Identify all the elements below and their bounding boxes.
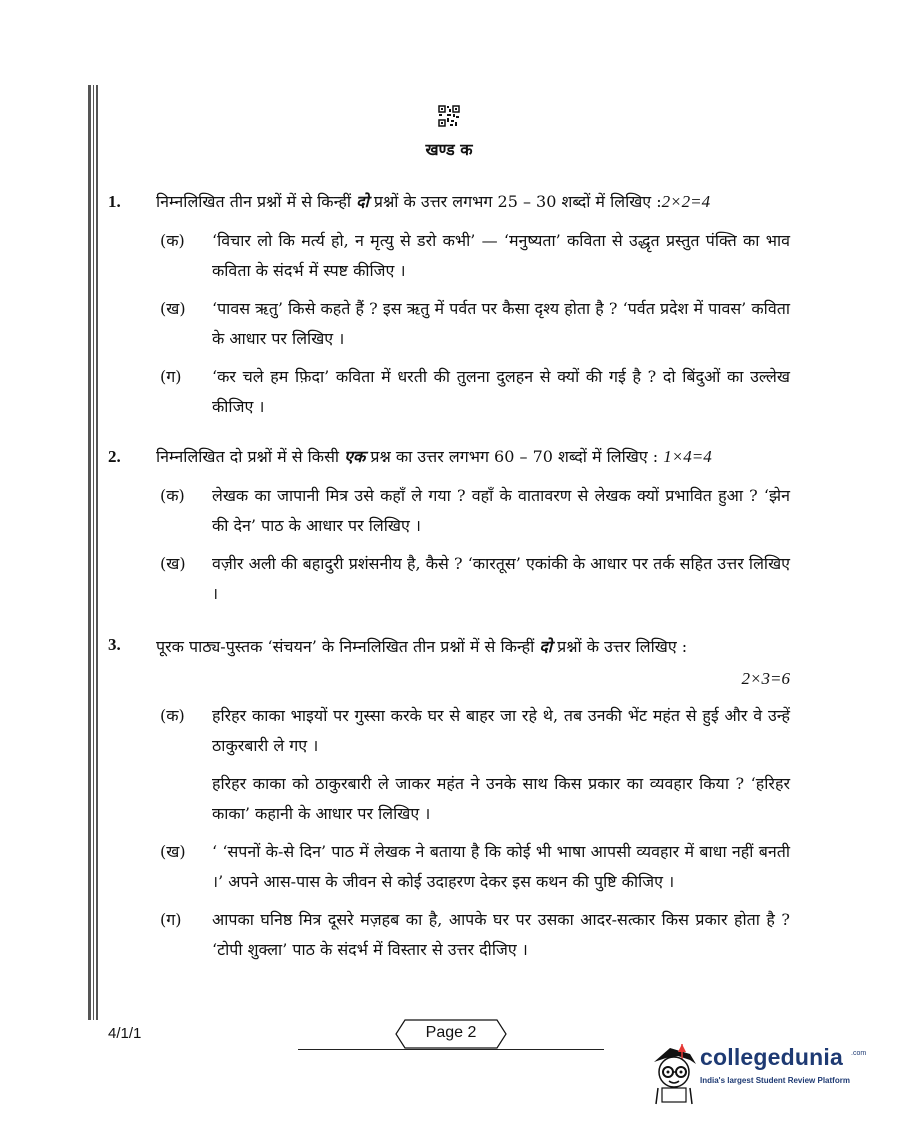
- sub-label: (क): [160, 706, 185, 725]
- question-number: 2.: [108, 447, 121, 466]
- sub-label: (ख): [160, 842, 186, 861]
- sub-text-continued: हरिहर काका को ठाकुरबारी ले जाकर महंत ने उनके साथ किस प्रकार का व्यवहार किया ? ‘हरिहर काका’ कहानी के आधार पर लिखिए ।: [212, 774, 790, 823]
- sub-label: (ग): [160, 910, 182, 929]
- sub-text: लेखक का जापानी मित्र उसे कहाँ ले गया ? वहाँ के वातावरण से लेखक क्यों प्रभावित हुआ ? ‘झेन की देन’ पाठ के आधार पर लिखिए ।: [212, 486, 790, 535]
- sub-question: [108, 905, 790, 965]
- question-1: [108, 188, 790, 422]
- sub-label: (क): [160, 486, 185, 505]
- question-text: निम्नलिखित दो प्रश्नों में से किसी एक प्रश्न का उत्तर लगभग 60 – 70 शब्दों में लिखिए : 1×4=4: [156, 447, 712, 466]
- sub-text: वज़ीर अली की बहादुरी प्रशंसनीय है, कैसे ? ‘कारतूस’ एकांकी के आधार पर तर्क सहित उत्तर लिखिए ।: [212, 554, 790, 603]
- section-title: खण्ड क: [425, 140, 473, 159]
- sub-question: [108, 549, 790, 609]
- footer-rule: [298, 1049, 604, 1050]
- sub-text: ‘पावस ऋतु’ किसे कहते हैं ? इस ऋतु में पर्वत पर कैसा दृश्य होता है ? ‘पर्वत प्रदेश में पावस’ कविता के आधार पर लिखिए ।: [212, 299, 790, 348]
- sub-label: (क): [160, 231, 185, 250]
- marks: 1×4=4: [663, 447, 712, 466]
- logo-domain: .com: [851, 1050, 867, 1057]
- sub-text: ‘कर चले हम फ़िदा’ कविता में धरती की तुलना दुलहन से क्यों की गई है ? दो बिंदुओं का उल्लेख कीजिए ।: [212, 367, 790, 416]
- sub-text: आपका घनिष्ठ मित्र दूसरे मज़हब का है, आपके घर पर उसका आदर-सत्कार किस प्रकार होता है ? ‘टोपी शुक्ला’ पाठ के संदर्भ में विस्तार से उत्तर दीजिए ।: [212, 910, 790, 959]
- sub-question: [108, 294, 790, 354]
- page-number: Page 2: [425, 1024, 477, 1041]
- sub-question: [108, 701, 790, 829]
- question-number: 3.: [108, 635, 121, 654]
- marks: 2×3=6: [741, 669, 790, 688]
- sub-text: हरिहर काका भाइयों पर गुस्सा करके घर से बाहर जा रहे थे, तब उनकी भेंट महंत से हुई और वे उन्हें ठाकुरबारी ले गए ।: [212, 706, 790, 755]
- paper-code: 4/1/1: [108, 1025, 142, 1042]
- question-text: निम्नलिखित तीन प्रश्नों में से किन्हीं दो प्रश्नों के उत्तर लगभग 25 – 30 शब्दों में लिखिए :2×2=4: [156, 192, 711, 211]
- logo-tagline: India's largest Student Review Platform: [700, 1076, 850, 1085]
- sub-label: (ख): [160, 299, 186, 318]
- margin-lines: [88, 85, 102, 1020]
- question-text: पूरक पाठ्य-पुस्तक ‘संचयन’ के निम्नलिखित तीन प्रश्नों में से किन्हीं दो प्रश्नों के उत्तर लिखिए : 2×3=6: [156, 637, 790, 688]
- sub-label: (ग): [160, 367, 182, 386]
- question-number: 1.: [108, 192, 121, 211]
- qr-code-icon: [438, 105, 460, 127]
- sub-question: [108, 481, 790, 541]
- question-2: [108, 443, 790, 609]
- marks: 2×2=4: [661, 192, 711, 211]
- sub-question: [108, 362, 790, 422]
- logo-name: collegedunia: [700, 1044, 843, 1070]
- sub-question: [108, 226, 790, 286]
- sub-text: ‘ ‘सपनों के-से दिन’ पाठ में लेखक ने बताया है कि कोई भी भाषा आपसी व्यवहार में बाधा नहीं बनती ।’ अपने आस-पास के जीवन से कोई उदाहरण देकर इस कथन की पुष्टि कीजिए ।: [212, 842, 790, 891]
- sub-label: (ख): [160, 554, 186, 573]
- question-3: [108, 631, 790, 965]
- sub-question: [108, 837, 790, 897]
- sub-text: ‘विचार लो कि मर्त्य हो, न मृत्यु से डरो कभी’ — ‘मनुष्यता’ कविता से उद्धृत प्रस्तुत पंक्ति का भाव कविता के संदर्भ में स्पष्ट कीजिए ।: [212, 231, 790, 280]
